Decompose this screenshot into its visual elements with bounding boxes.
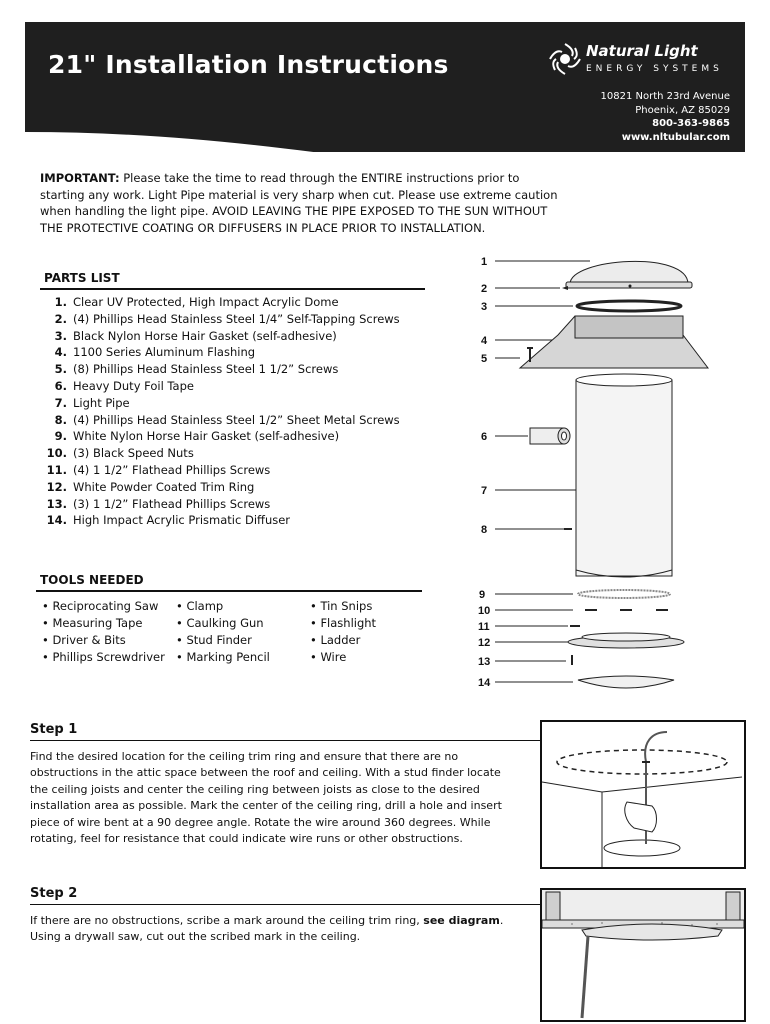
diagram-label: 13 <box>478 656 491 668</box>
sun-swirl-icon <box>548 42 582 76</box>
step-1-text: Find the desired location for the ceiling trim ring and ensure that there are no obstructions in the attic space between the roof and ceiling. With a stud finder locate the ceiling joists and center the ceiling ring between joists as close to the desired installation area as possible. Mark the center of the ceiling ring, drill a hole and insert piece of wire bent at a 90 degree angle. Rotate the wire around 360 degrees. While rotating, feel for resistance that could indicate wire runs or other obstructions. <box>30 750 502 846</box>
parts-list-rule <box>40 288 425 290</box>
trim-ring-part <box>568 633 684 648</box>
tools-column-3 <box>310 598 376 666</box>
address-line-2: Phoenix, AZ 85029 <box>635 104 730 116</box>
step-1-rule <box>30 740 540 741</box>
tool-item: • Caulking Gun <box>176 616 264 630</box>
gasket-part <box>577 301 681 311</box>
item-number: 11. <box>46 462 67 477</box>
diagram-label: 4 <box>481 335 488 347</box>
item-number: 3. <box>54 328 67 343</box>
company-address <box>601 90 730 144</box>
light-pipe-part <box>576 374 672 577</box>
acrylic-dome-part <box>570 261 688 284</box>
diagram-label: 5 <box>481 353 488 365</box>
tools-column-2 <box>176 598 270 666</box>
ceiling-cut-diagram <box>542 890 744 1020</box>
item-text: Heavy Duty Foil Tape <box>73 378 194 393</box>
important-notice <box>40 170 560 236</box>
list-item <box>40 311 400 328</box>
item-text: (8) Phillips Head Stainless Steel 1 1/2” Screws <box>73 362 339 377</box>
diagram-label: 2 <box>481 283 488 295</box>
list-item <box>40 361 400 378</box>
website-link[interactable]: www.nltubular.com <box>621 131 730 143</box>
item-number: 13. <box>46 496 67 511</box>
diagram-label: 11 <box>478 621 490 633</box>
diagram-label: 3 <box>481 301 488 313</box>
item-text: Black Nylon Horse Hair Gasket (self-adhesive) <box>73 328 337 343</box>
phone-number: 800-363-9865 <box>652 118 730 129</box>
tool-item: • Clamp <box>176 599 224 613</box>
tool-item: • Phillips Screwdriver <box>42 650 165 664</box>
tool-item: • Ladder <box>310 633 361 647</box>
item-text: White Nylon Horse Hair Gasket (self-adhesive) <box>73 429 340 444</box>
tool-item: • Tin Snips <box>310 599 373 613</box>
list-item <box>40 378 400 395</box>
parts-list-heading: PARTS LIST <box>44 271 120 285</box>
tools-needed-heading: TOOLS NEEDED <box>40 573 144 587</box>
exploded-parts-diagram <box>478 250 738 700</box>
parts-list <box>40 294 400 529</box>
address-line-1: 10821 North 23rd Avenue <box>600 91 730 102</box>
list-item <box>40 512 400 529</box>
tools-column-1 <box>42 598 165 666</box>
diagram-label: 14 <box>478 677 491 689</box>
step-2-text-after: . Using a drywall saw, cut out the scribed mark in the ceiling. <box>30 914 504 944</box>
item-number: 2. <box>54 311 67 326</box>
item-text: Clear UV Protected, High Impact Acrylic Dome <box>73 295 339 309</box>
item-number: 4. <box>54 345 67 360</box>
list-item <box>40 395 400 412</box>
page-title: 21" Installation Instructions <box>48 50 449 79</box>
company-logo <box>548 42 738 82</box>
see-diagram-text: see diagram <box>423 914 500 927</box>
list-item <box>40 294 400 311</box>
item-number: 12. <box>46 479 67 494</box>
list-item <box>40 496 400 513</box>
logo-subtitle: ENERGY SYSTEMS <box>586 64 723 74</box>
item-text: (3) 1 1/2” Flathead Phillips Screws <box>73 496 271 511</box>
step-2-rule <box>30 904 540 905</box>
important-text: Please take the time to read through the ENTIRE instructions prior to starting any work. Light Pipe material is very sharp when cut. Please use extreme caution when handling the light pipe. AVOID LEAVING THE PIPE EXPOSED TO THE SUN WITHOUT THE PROTECTIVE COATING OR DIFFUSERS IN PLACE PRIOR TO INSTALLATION. <box>40 171 558 235</box>
item-number: 9. <box>54 429 67 444</box>
list-item <box>40 479 400 496</box>
tool-item: • Stud Finder <box>176 633 252 647</box>
item-number: 8. <box>54 412 67 427</box>
step-1-illustration <box>540 720 746 869</box>
list-item <box>40 344 400 361</box>
foil-tape-part <box>530 428 570 444</box>
tools-needed-rule <box>36 590 422 592</box>
tool-item: • Marking Pencil <box>176 650 270 664</box>
item-number: 6. <box>54 378 67 393</box>
diagram-label: 6 <box>481 431 488 443</box>
item-text: (4) Phillips Head Stainless Steel 1/2” Sheet Metal Screws <box>73 412 400 427</box>
tool-item: • Driver & Bits <box>42 633 126 647</box>
step-2-title: Step 2 <box>30 886 78 901</box>
diagram-label: 7 <box>481 485 488 497</box>
item-number: 1. <box>54 295 67 309</box>
item-number: 10. <box>46 446 67 461</box>
item-text: (3) Black Speed Nuts <box>73 446 194 461</box>
important-label: IMPORTANT: <box>40 171 120 185</box>
tool-item: • Wire <box>310 650 347 664</box>
item-number: 7. <box>54 395 67 410</box>
diagram-label: 8 <box>481 524 488 536</box>
white-gasket-part <box>578 590 670 598</box>
prismatic-diffuser-part <box>578 676 674 688</box>
list-item <box>40 445 400 462</box>
tool-item: • Flashlight <box>310 616 377 630</box>
item-text: Light Pipe <box>73 395 130 410</box>
item-number: 14. <box>46 513 67 528</box>
item-number: 5. <box>54 362 67 377</box>
list-item <box>40 412 400 429</box>
step-2-illustration <box>540 888 746 1022</box>
item-text: High Impact Acrylic Prismatic Diffuser <box>73 513 291 528</box>
tool-item: • Reciprocating Saw <box>42 599 159 613</box>
step-1-title: Step 1 <box>30 722 78 737</box>
list-item <box>40 428 400 445</box>
tool-item: • Measuring Tape <box>42 616 143 630</box>
diagram-label: 1 <box>481 256 488 268</box>
item-text: White Powder Coated Trim Ring <box>73 479 255 494</box>
diagram-label: 9 <box>479 589 486 601</box>
ceiling-wire-diagram <box>542 722 744 867</box>
item-text: (4) Phillips Head Stainless Steel 1/4” Self-Tapping Screws <box>73 311 400 326</box>
list-item <box>40 328 400 345</box>
item-text: (4) 1 1/2” Flathead Phillips Screws <box>73 462 271 477</box>
step-2-text-before: If there are no obstructions, scribe a mark around the ceiling trim ring, <box>30 914 424 927</box>
diagram-label: 10 <box>478 605 491 617</box>
diagram-label: 12 <box>478 637 491 649</box>
list-item <box>40 462 400 479</box>
item-text: 1100 Series Aluminum Flashing <box>73 345 256 360</box>
logo-name: Natural Light <box>586 42 698 60</box>
step-2-text <box>30 913 520 946</box>
